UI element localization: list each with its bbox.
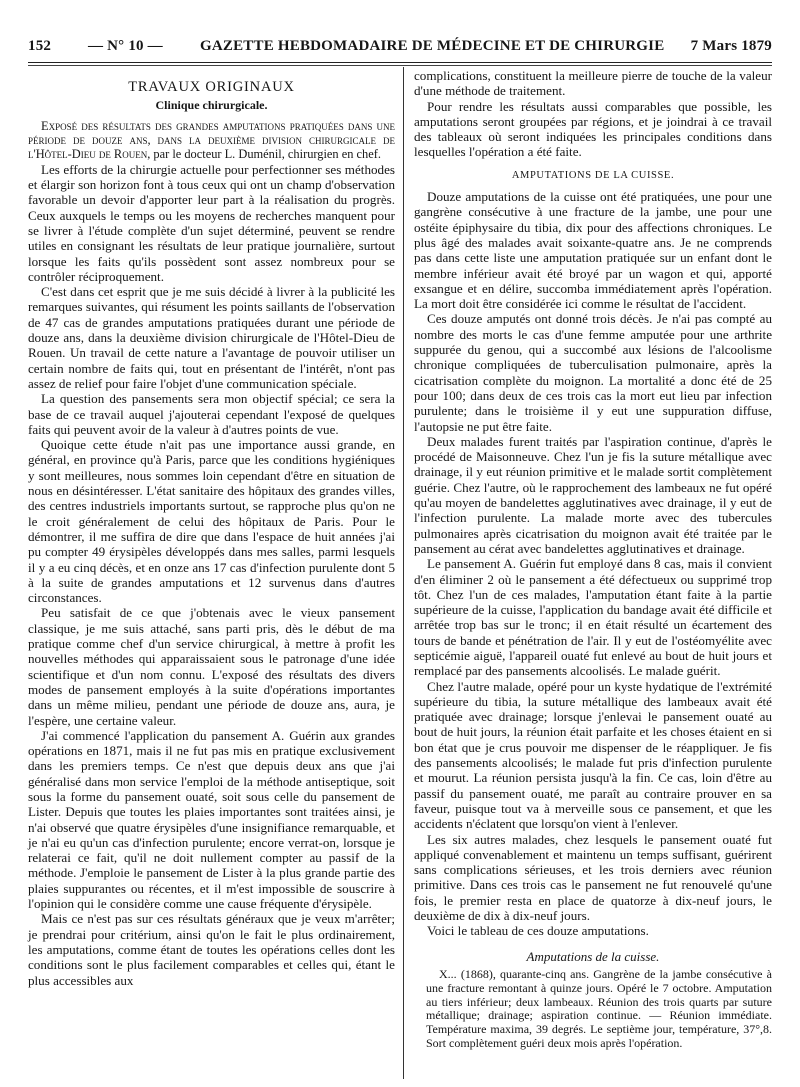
right-column bbox=[414, 68, 772, 1051]
paragraph: Mais ce n'est pas sur ces résultats généraux que je veux m'arrêter; je prendrai pour critérium, ainsi qu'on le fait le plus ordinairement, les amputations, comme étant de toutes les opérations celles dont les conditions sont le plus facilement comparables et celles qui, étant le plus accessibles aux bbox=[28, 911, 395, 988]
running-header bbox=[28, 38, 772, 60]
paragraph: Voici le tableau de ces douze amputations. bbox=[427, 923, 649, 939]
left-column bbox=[28, 70, 395, 988]
paragraph: C'est dans cet esprit que je me suis décidé à livrer à la publicité les remarques suivantes, qui résument les points saillants de l'observation de 47 cas de grandes amputations pratiquées durant une période de douze ans, dans la deuxième division chirurgicale de l'Hôtel-Dieu de Rouen. Un travail de cette nature a l'avantage de pouvoir utiliser un certain nombre de faits qui, tout en présentant de l'intérêt, n'ont pas assez de relief pour faire l'objet d'une communication spéciale. bbox=[28, 284, 395, 391]
article-intro bbox=[28, 119, 395, 162]
section-title: TRAVAUX ORIGINAUX bbox=[128, 79, 295, 95]
subsection-title: Clinique chirurgicale. bbox=[155, 98, 268, 113]
paragraph: Les efforts de la chirurgie actuelle pour perfectionner ses méthodes et élargir son horizon font à tous ceux qui ont un champ d'observation favorable un devoir d'apporter leur part à la réalisation du progrès. Ceux auxquels le temps ou les moyens de recherches manquent pour se livrer à l'étude complète d'un sujet déterminé, peuvent se rendre utiles en consignant les résultats de leur pratique journalière, surtout lorsque les faits qu'ils possèdent sont assez nombreux pour se contrôler réciproquement. bbox=[28, 161, 395, 284]
paragraph: J'ai commencé l'application du pansement A. Guérin aux grandes opérations en 1871, mais il ne fut pas mis en pratique exclusivement dans les premiers temps. Ce n'est que depuis deux ans que j'ai généralisé dans mon service l'emploi de la méthode antiseptique, soit sous la forme du pansement ouaté, soit sous celle du pansement de Lister. Depuis que toutes les plaies importantes sont traitées ainsi, je n'ai observé que quatre érysipèles d'une insignifiance remarquable, et je n'ai eu qu'un cas d'infection purulente; encore verrat-on, lorsque je relaterai ce fait, qu'il ne doit nullement compter au passif de la méthode. J'emploie le pansement de Lister à la plus grande partie des plaies suppurantes ou récentes, et il m'est impossible de souscrire à l'opinion qui le considère comme une cause fréquente d'érysipèle. bbox=[28, 727, 395, 912]
paragraph: Peu satisfait de ce que j'obtenais avec le vieux pansement classique, je me suis attaché, sans parti pris, dès le début de ma pratique comme chef d'un service chirurgical, à mettre à profit les nouvelles méthodes qui apparaissaient sous le patronage d'une idée scientifique et d'un nom connu. L'exposé des résultats des divers modes de pansement employés à la suite d'opérations importantes dans un même milieu, pendant une période de douze ans, aura, je l'espère, une certaine valeur. bbox=[28, 605, 395, 728]
subheading: AMPUTATIONS DE LA CUISSE. bbox=[511, 169, 675, 181]
paragraph: La question des pansements sera mon objectif spécial; ce sera la base de ce travail auquel j'ajouterai cependant l'exposé de quelques faits qui peuvent avoir de la valeur à d'autres points de vue. bbox=[28, 391, 395, 437]
column-divider bbox=[403, 67, 404, 1079]
header-rule bbox=[28, 62, 772, 63]
header-rule-secondary bbox=[28, 65, 772, 66]
issue-date: 7 Mars 1879 bbox=[690, 38, 772, 54]
case-entry: X... (1868), quarante-cinq ans. Gangrène de la jambe consécutive à une fracture remontant à quinze jours. Opéré le 7 octobre. Amputation au tiers inférieur; deux lambeaux. Réunion des trois quarts par suture métallique; drainage; aspiration continue. — Réunion immédiate. Température maxima, 39 degrés. Le septième jour, température, 37°,8. Sort complètement guéri deux mois après l'opération. bbox=[426, 966, 772, 1050]
paragraph: Pour rendre les résultats aussi comparables que possible, les amputations seront groupées par régions, et je joindrai à ce travail des tableaux où seront indiquées les principales conditions dans lesquelles l'opération a été faite. bbox=[414, 98, 772, 160]
paragraph-continuation: complications, constituent la meilleure pierre de touche de la valeur d'une méthode de traitement. bbox=[414, 68, 772, 99]
paragraph: Le pansement A. Guérin fut employé dans 8 cas, mais il convient d'en éliminer 2 où le pansement a été défectueux ou supprimé trop tôt. Chez l'un de ces malades, l'amputation étant faite à la partie supérieure de la cuisse, l'application du bandage avait été difficile et arrêtée trop bas sur le tronc; il en était résulté un écartement des tours de bande et pénétration de l'air. Il y eut de l'ostéomyélite avec septicémie aiguë, l'appareil ouaté fut enlevé au bout de huit jours et remplacé par des pansements alcoolisés. Le malade guérit. bbox=[414, 556, 772, 679]
intro-title: Exposé des résultats des grandes amputations pratiquées dans une période de douze ans, dans la deuxième division chirurgicale de l'Hôtel-Dieu de Rouen, bbox=[28, 118, 395, 162]
table-heading: Amputations de la cuisse. bbox=[526, 948, 660, 964]
paragraph: Chez l'autre malade, opéré pour un kyste hydatique de l'extrémité supérieure du tibia, la suture métallique des lambeaux avait été pratiquée avec drainage; lorsque j'enlevai le pansement ouaté au bout de huit jours, la réunion était parfaite et les choses étaient en si bon état que je crus pouvoir me dispenser de le réappliquer. Je fis des pansements alcoolisés; le malade fut pris d'infection purulente et mourut. La réunion persista jusqu'à la fin. Ce cas, loin d'être au passif du pansement ouaté, me paraît au contraire prouver en sa faveur, puisque tout va à merveille sous ce pansement, et que les accidents n'éclatent que lorsqu'on vient à l'enlever. bbox=[414, 678, 772, 832]
paragraph: Deux malades furent traités par l'aspiration continue, d'après le procédé de Maisonneuve. Chez l'un je fis la suture métallique avec drainage, il y eut réunion primitive et le malade sortit complètement guérie. Chez l'autre, où le rapprochement des lambeaux ne fut opéré qu'au moyen de bandelettes agglutinatives avec drainage, il y eut de l'infection purulente. La malade morte avec des tubercules pulmonaires après cicatrisation du moignon avait été traitée par le pansement au cérat avec bandelettes agglutinatives et drainage. bbox=[414, 433, 772, 556]
paragraph: Les six autres malades, chez lesquels le pansement ouaté fut appliqué convenablement et maintenu un temps suffisant, guérirent sans complications sérieuses, et les trois derniers avec réunion primitive. Dans ces trois cas le pansement ne fut renouvelé qu'une fois, le premier resta en place de quatorze à dix-neuf jours, le deuxième de dix à dix-neuf jours. bbox=[414, 831, 772, 924]
intro-author: par le docteur L. Duménil, chirurgien en chef. bbox=[153, 147, 381, 162]
paragraph: Quoique cette étude n'ait pas une importance aussi grande, en général, en province qu'à Paris, parce que les conditions hygiéniques y sont meilleures, nous sommes loin cependant d'être en situation de nous en désintéresser. L'état sanitaire des hôpitaux des grandes villes, des centres industriels importants surtout, se rapproche plus qu'on ne le croit généralement de celui des hôpitaux de Paris. Pour le démontrer, il me suffira de dire que dans l'espace de huit années j'ai pu compter 49 érysipèles développés dans mes salles, parmi lesquels il y a eu cinq décès, et en onze ans 17 cas d'infection purulente dont 5 à la suite de grandes amputations et 12 survenus dans d'autres circonstances. bbox=[28, 437, 395, 606]
issue-number: — N° 10 — bbox=[88, 38, 163, 54]
page-number: 152 bbox=[28, 38, 52, 54]
paragraph: Douze amputations de la cuisse ont été pratiquées, une pour une gangrène consécutive à une fracture de la jambe, une pour une ostéite épiphysaire du tibia, dix pour des affections chroniques. Le plus âgé des malades avait soixante-quatre ans. Je ne comprends pas dans cette liste une amputation pratiquée sur un enfant dont le membre inférieur avait été broyé par un wagon et qui, apporté exsangue et en délire, succomba immédiatement après l'opération. La mort doit être considérée ici comme le résultat de l'accident. bbox=[414, 189, 772, 312]
paragraph: Ces douze amputés ont donné trois décès. Je n'ai pas compté au nombre des morts le cas d'une femme amputée pour une arthrite suppurée du genou, qui a succombé aux lésions de l'alcoolisme chronique compliquées de tuberculisation pulmonaire, après la cicatrisation complète du moignon. La mortalité a donc été de 25 pour 100; dans deux de ces trois cas la mort eut lieu par infection purulente; dans le troisième il y eut une suppuration diffuse, l'autopsie ne put être faite. bbox=[414, 311, 772, 434]
journal-title: GAZETTE HEBDOMADAIRE DE MÉDECINE ET DE CHIRURGIE bbox=[200, 38, 665, 54]
